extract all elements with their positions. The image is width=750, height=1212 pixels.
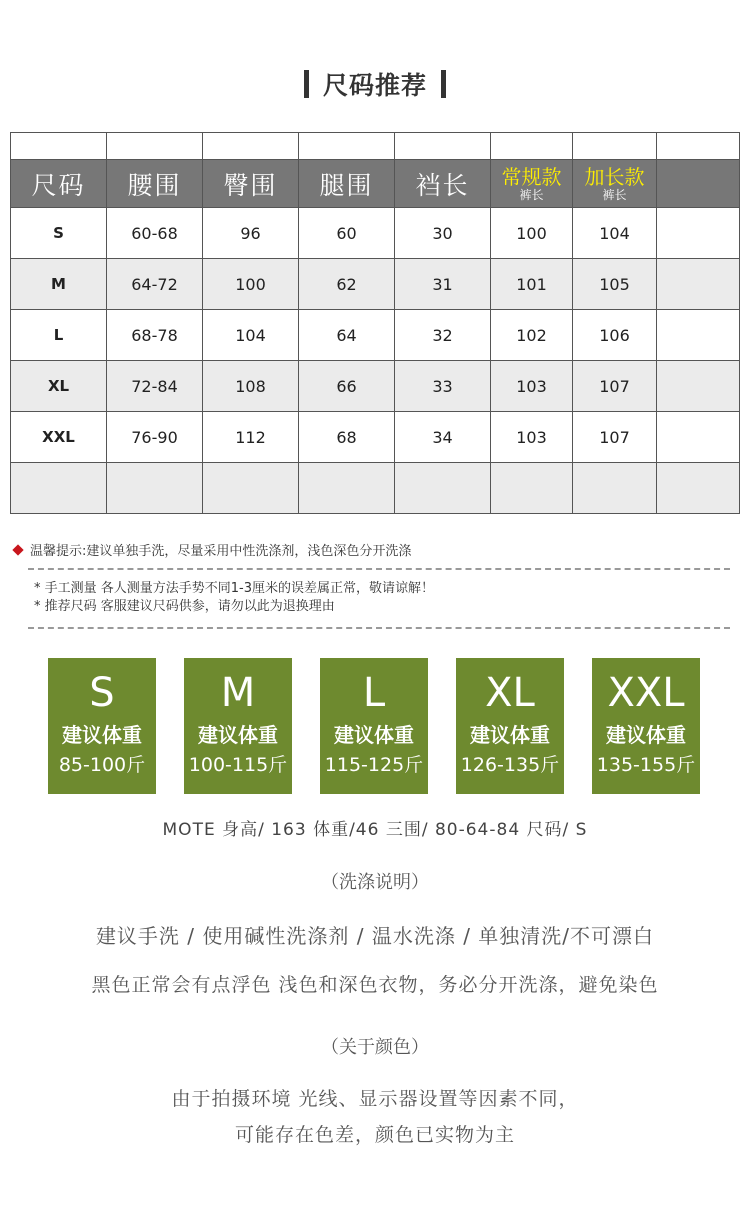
- cell-size: XL: [11, 361, 107, 412]
- regular-sub: 裤长: [519, 187, 544, 202]
- cell-rise: 30: [395, 208, 491, 259]
- title-text: 尺码推荐: [322, 71, 427, 100]
- cell-size: M: [11, 259, 107, 310]
- cell-regular: 103: [491, 412, 573, 463]
- card-size: L: [362, 670, 386, 716]
- cell-thigh: 60: [299, 208, 395, 259]
- cell-long: 104: [573, 208, 657, 259]
- cell-thigh: 68: [299, 412, 395, 463]
- cell-hip: 96: [203, 208, 299, 259]
- header-rise: 裆长: [395, 160, 491, 208]
- cell-waist: 64-72: [107, 259, 203, 310]
- long-sub: 裤长: [602, 187, 627, 202]
- color-heading: （关于颜色）: [321, 1037, 429, 1058]
- warm-tip: [14, 540, 411, 559]
- table-row: [11, 259, 740, 310]
- header-waist: 腰围: [107, 160, 203, 208]
- weight-card: [184, 658, 292, 794]
- header-long-length: [573, 160, 657, 208]
- cell-waist: 76-90: [107, 412, 203, 463]
- header-regular-length: [491, 160, 573, 208]
- header-size: 尺码: [11, 160, 107, 208]
- card-label: 建议体重: [198, 723, 278, 747]
- cell-rise: 34: [395, 412, 491, 463]
- wash-instructions: 建议手洗 / 使用碱性洗涤剂 / 温水洗涤 / 单独清洗/不可漂白: [95, 924, 655, 948]
- diamond-bullet-icon: [12, 544, 23, 555]
- table-row: [11, 208, 740, 259]
- card-label: 建议体重: [470, 723, 550, 747]
- weight-card: [456, 658, 564, 794]
- card-size: XL: [485, 670, 535, 716]
- cell-size: S: [11, 208, 107, 259]
- weight-card: [592, 658, 700, 794]
- card-weight: 115-125斤: [324, 754, 424, 776]
- header-hip: 臀围: [203, 160, 299, 208]
- cell-rise: 31: [395, 259, 491, 310]
- card-weight: 85-100斤: [58, 754, 146, 776]
- cell-empty: [657, 208, 740, 259]
- cell-thigh: 62: [299, 259, 395, 310]
- cell-long: 107: [573, 361, 657, 412]
- cell-hip: 104: [203, 310, 299, 361]
- cell-rise: 33: [395, 361, 491, 412]
- page-title: [0, 64, 750, 104]
- table-top-strip: [11, 133, 740, 160]
- cell-long: 105: [573, 259, 657, 310]
- cell-waist: 68-78: [107, 310, 203, 361]
- card-weight: 135-155斤: [596, 754, 696, 776]
- header-thigh: 腿围: [299, 160, 395, 208]
- cell-empty: [657, 259, 740, 310]
- cell-thigh: 66: [299, 361, 395, 412]
- card-label: 建议体重: [62, 723, 142, 747]
- table-header-row: [11, 160, 740, 208]
- note-line: * 推荐尺码 客服建议尺码供参，请勿以此为退换理由: [34, 599, 335, 614]
- wash-heading: （洗涤说明）: [321, 872, 429, 893]
- table-empty-row: [11, 463, 740, 514]
- header-empty: [657, 160, 740, 208]
- color-note-line: 可能存在色差，颜色已实物为主: [234, 1124, 515, 1146]
- divider-top: [28, 568, 730, 570]
- cell-hip: 108: [203, 361, 299, 412]
- cell-waist: 72-84: [107, 361, 203, 412]
- cell-waist: 60-68: [107, 208, 203, 259]
- cell-regular: 101: [491, 259, 573, 310]
- card-size: XXL: [607, 670, 685, 716]
- warm-tip-text: 温馨提示:建议单独手洗，尽量采用中性洗涤剂，浅色深色分开洗涤: [30, 544, 412, 559]
- card-weight: 126-135斤: [460, 754, 560, 776]
- card-size: S: [89, 670, 115, 716]
- table-row: [11, 361, 740, 412]
- cell-thigh: 64: [299, 310, 395, 361]
- cell-hip: 112: [203, 412, 299, 463]
- notes: [34, 580, 434, 616]
- table-row: [11, 310, 740, 361]
- title-bar-right: [441, 70, 446, 98]
- cell-regular: 100: [491, 208, 573, 259]
- model-info: MOTE 身高/ 163 体重/46 三围/ 80-64-84 尺码/ S: [162, 820, 588, 840]
- cell-size: L: [11, 310, 107, 361]
- divider-bottom: [28, 627, 730, 629]
- cell-rise: 32: [395, 310, 491, 361]
- weight-card: [48, 658, 156, 794]
- cell-empty: [657, 361, 740, 412]
- title-bar-left: [304, 70, 309, 98]
- card-weight: 100-115斤: [188, 754, 288, 776]
- cell-hip: 100: [203, 259, 299, 310]
- card-size: M: [220, 670, 256, 716]
- card-label: 建议体重: [334, 723, 414, 747]
- weight-card: [320, 658, 428, 794]
- cell-regular: 102: [491, 310, 573, 361]
- card-label: 建议体重: [606, 723, 686, 747]
- cell-size: XXL: [11, 412, 107, 463]
- cell-long: 106: [573, 310, 657, 361]
- note-line: * 手工测量 各人测量方法手势不同1-3厘米的误差属正常，敬请谅解！: [34, 581, 434, 596]
- long-label: 加长款: [584, 164, 645, 189]
- table-row: [11, 412, 740, 463]
- color-note-line: 由于拍摄环境 光线、显示器设置等因素不同，: [171, 1088, 579, 1110]
- wash-note: 黑色正常会有点浮色 浅色和深色衣物，务必分开洗涤，避免染色: [91, 974, 659, 996]
- regular-label: 常规款: [501, 164, 562, 189]
- cell-empty: [657, 310, 740, 361]
- weight-cards: [48, 658, 700, 794]
- cell-long: 107: [573, 412, 657, 463]
- size-table: [10, 132, 740, 514]
- cell-empty: [657, 412, 740, 463]
- cell-regular: 103: [491, 361, 573, 412]
